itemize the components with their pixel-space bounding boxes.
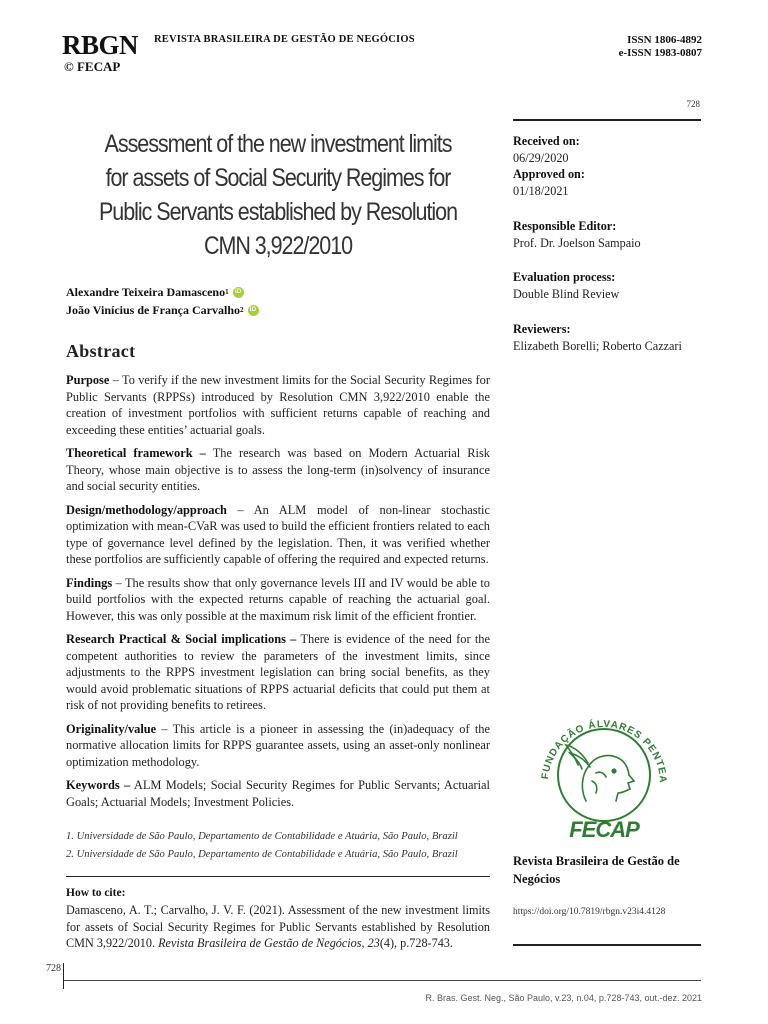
issn-electronic: e-ISSN 1983-0807 [618,47,702,59]
received-label: Received on: [513,134,580,148]
author-list [66,283,259,319]
reviewers-label: Reviewers: [513,322,571,336]
author-2 [66,301,259,319]
editor-name: Prof. Dr. Joelson Sampaio [513,235,641,250]
abstract-purpose: Purpose – To verify if the new investment limits for the Social Security Regimes for Public Servants (RPPSs) introduced by Resolution CMN 3,922/2010 enable the creation of investment portfolios with sufficient returns capable of reaching and exceeding these entities’ actuarial goals. [66,373,490,437]
page-number-bottom: 728 [46,963,61,974]
footnote-1: 1. Universidade de São Paulo, Departamento de Contabilidade e Atuária, São Paulo, Brazil [66,831,458,842]
abstract-body [66,372,490,817]
author-2-affil: 2 [240,306,244,314]
approved-label: Approved on: [513,167,585,181]
affiliation-footnotes [66,828,490,864]
cite-rule [66,876,490,877]
fecap-seal-logo [526,697,682,847]
footer-citation: R. Bras. Gest. Neg., São Paulo, v.23, n.04, p.728-743, out.-dez. 2021 [425,993,702,1003]
author-1 [66,283,259,301]
abstract-originality: Originality/value – This article is a pioneer in assessing the (in)adequacy of the normative allocation limits for RPPS guarantee assets, using an asset-only nonlinear optimization methodology. [66,721,491,769]
journal-full-name: REVISTA BRASILEIRA DE GESTÃO DE NEGÓCIOS [154,34,415,45]
evaluation-label: Evaluation process: [513,270,616,284]
orcid-icon[interactable]: iD [248,305,259,316]
editor-label: Responsible Editor: [513,219,617,233]
svg-text:FUNDAÇÃO ÁLVARES PENTEADO [526,697,668,784]
journal-logo: RBGN [62,30,139,60]
evaluation-block [513,269,713,302]
how-to-cite-heading: How to cite: [66,887,126,899]
copyright-fecap: © FECAP [64,59,121,74]
abstract-design: Design/methodology/approach – An ALM model of non-linear stochastic optimization with mean-CVaR was used to build the efficient frontiers related to each type of governance level defined by the legislation. Then, it was verified whether these portfolios are sufficiently capable of offering the required and expected returns. [66,502,490,566]
orcid-icon[interactable]: iD [233,287,244,298]
seal-ring-text: FUNDAÇÃO ÁLVARES PENTEA [540,718,669,784]
received-block [513,133,713,199]
footnote-2: 2. Universidade de São Paulo, Departamento de Contabilidade e Atuária, São Paulo, Brazil [66,849,458,860]
article-title: Assessment of the new investment limits for assets of Social Security Regimes for Public Servants established by Resolution CMN 3,922/2010 [98,130,458,260]
editor-block [513,218,713,251]
reviewers-block [513,321,713,354]
issn-block [619,34,702,60]
footer-rule [64,980,701,981]
page-number-top: 728 [686,99,700,109]
author-2-name: João Vinícius de França Carvalho [66,303,241,317]
fecap-seal-icon [526,697,682,847]
seal-brand-text: FECAP [569,817,639,842]
abstract-keywords: Keywords – ALM Models; Social Security Regimes for Public Servants; Actuarial Goals; Actuarial Models; Investment Policies. [66,778,490,809]
author-1-affil: 1 [225,288,229,296]
received-date: 06/29/2020 [513,150,569,165]
doi-link[interactable]: https://doi.org/10.7819/rbgn.v23i4.4128 [513,907,666,917]
sidebar-top-rule [513,119,701,121]
mercury-head-icon [566,745,634,801]
sidebar-bottom-rule [513,944,701,946]
footer-tick [63,963,64,989]
author-1-name: Alexandre Teixeira Damasceno [66,285,226,299]
reviewers-value: Elizabeth Borelli; Roberto Cazzari [513,338,682,353]
sidebar-journal-name: Revista Brasileira de Gestão de Negócios [513,854,680,886]
approved-date: 01/18/2021 [513,183,569,198]
issn-print: ISSN 1806-4892 [627,34,702,46]
how-to-cite-text: Damasceno, A. T.; Carvalho, J. V. F. (2021). Assessment of the new investment limits for assets of Social Security Regimes for Public Servants established by Resolution CMN 3,922/2010. Revista Brasileira de Gestão de Negócios, 23(4), p.728-743. [66,903,490,950]
abstract-implications: Research Practical & Social implications – There is evidence of the need for the competent authorities to review the parameters of the investment limits, since adjustments to the RPPS investment legislation can bring social benefits, as they would avoid problematic situations of RPPS actuarial deficits that could put them at risk of not providing benefits to retirees. [66,632,491,712]
abstract-theory: Theoretical framework – The research was based on Modern Actuarial Risk Theory, whose main objective is to assess the long-term (in)solvency of insurance and social security entities. [66,446,491,493]
evaluation-value: Double Blind Review [513,286,620,301]
abstract-heading: Abstract [66,341,136,361]
abstract-findings: Findings – The results show that only governance levels III and IV would be able to build portfolios with the expected returns capable of reaching the actuarial goal. However, this was only possible at the maximum risk limit of the efficient frontier. [66,575,490,623]
